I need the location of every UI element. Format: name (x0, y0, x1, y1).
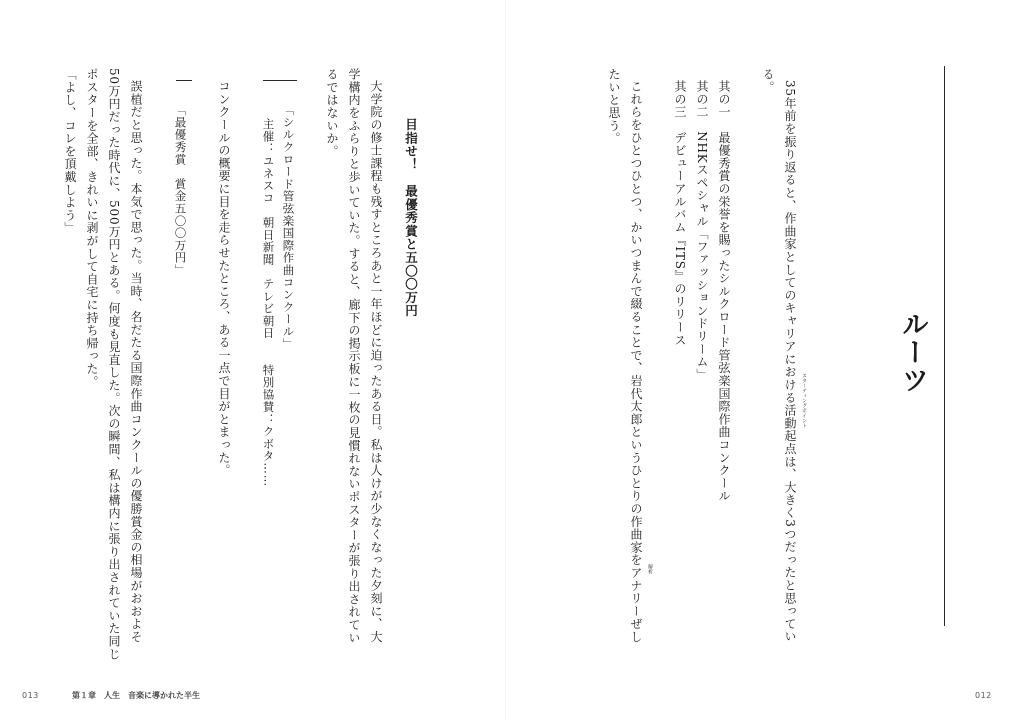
left-paragraph-1-line-2: 学構内をふらりと歩いていた。すると、廊下の掲示板に一枚の見慣れないポスターが張り出されてい (347, 68, 361, 644)
poster-rule (263, 80, 297, 81)
section-heading: 目指せ！ 最優秀賞と五〇〇万円 (403, 118, 419, 318)
left-paragraph-3-line-1: 誤植だと思った。本気で思った。当時、名だたる国際作曲コンクールの優勝賞金の相場がおおよそ (129, 80, 143, 644)
folio-left: 013 (22, 691, 39, 700)
poster-sponsors: 主催：ユネスコ 朝日新聞 テレビ朝日 特別協賛：クボタ…… (261, 118, 276, 487)
poster-contest-name: 「シルクロード管弦楽国際作曲コンクール」 (281, 104, 296, 350)
title-rule (944, 66, 945, 626)
left-paragraph-1-line-1: 大学院の修士課程も残すところあと一年ほどに迫ったある日。私は人けが少なくなった夕刻に、大 (369, 80, 383, 644)
list-item-1: 其の一 最優秀賞の栄誉を賜ったシルクロード管弦楽国際作曲コンクール (717, 80, 731, 503)
running-footer: 第１章 人生 音楽に導かれた半生 (72, 691, 200, 700)
chapter-title: ルーツ (897, 310, 928, 394)
list-item-2: 其の二 NHKスペシャル「ファッションドリーム」 (695, 80, 709, 382)
prize-rule (176, 80, 192, 81)
left-paragraph-3-line-4: 「よし、コレを頂戴しよう」 (63, 68, 77, 235)
left-paragraph-1-line-3: るではないか。 (325, 68, 339, 158)
left-paragraph-2: コンクールの概要に目を走らせたところ、ある一点で目がとまった。 (217, 80, 231, 477)
right-paragraph-line-1: 35年前を振り返ると、作曲家としてのキャリアにおける活動起点は、大きく3つだったと思ってい (783, 80, 797, 643)
list-item-3: 其の三 デビューアルバム『ITS』のリリース (673, 80, 687, 347)
page-gutter (505, 0, 506, 720)
prize-line: 「最優秀賞 賞金五〇〇万円」 (173, 104, 188, 277)
ruby-starting-point: スターティングポイント (801, 373, 807, 428)
ruby-analyze: 解析 (647, 564, 653, 574)
folio-right: 012 (975, 691, 992, 700)
right-paragraph-line-2: る。 (761, 68, 775, 94)
right-paragraph-2-line-2: たいと思う。 (607, 68, 621, 145)
right-paragraph-2-line-1: これらをひとつひとつ、かいつまんで綴ることで、岩代太郎というひとりの作曲家をアナリーぜし (629, 80, 643, 644)
left-paragraph-3-line-3: ポスターを全部、きれいに剥がして自宅に持ち帰った。 (85, 68, 99, 388)
left-paragraph-3-line-2: 50万円だった時代に、500万円とある。何度も見直した。次の瞬間、私は構内に張り出されていた同じ (107, 68, 121, 661)
